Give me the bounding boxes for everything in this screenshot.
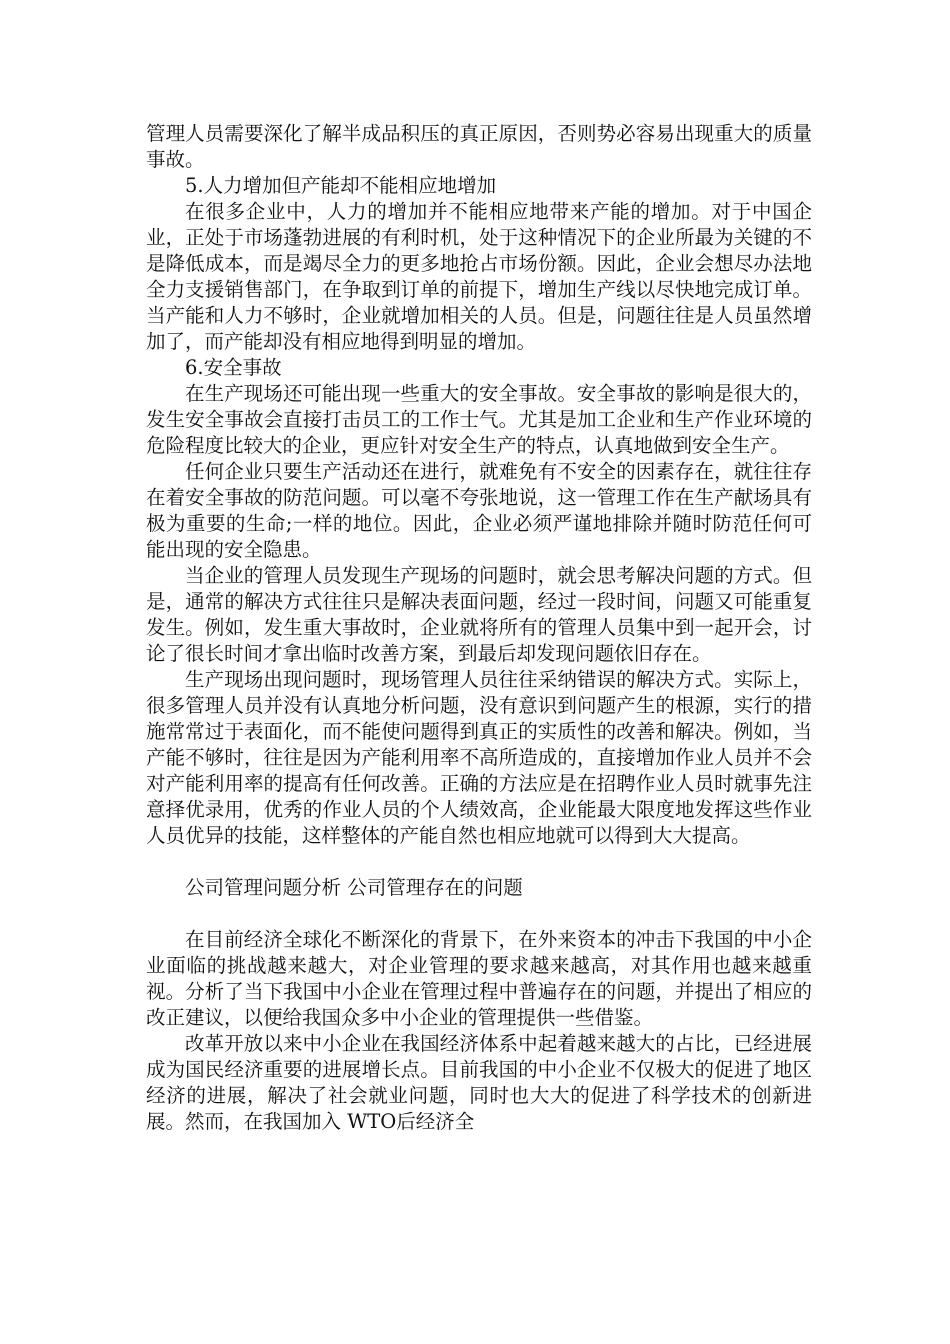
document-page (146, 121, 812, 1135)
paragraph: 在很多企业中，人力的增加并不能相应地带来产能的增加。对于中国企业，正处于市场蓬勃进展的有利时机，处于这种情况下的企业所最为关键的不是降低成本，而是竭尽全力的更多地抢占市场份额。因此，企业会想尽办法地全力支援销售部门，在争取到订单的前提下，增加生产线以尽快地完成订单。当产能和人力不够时，企业就增加相关的人员。但是，问题往往是人员虽然增加了，而产能却没有相应地得到明显的增加。 (146, 200, 812, 353)
paragraph: 在目前经济全球化不断深化的背景下，在外来资本的冲击下我国的中小企业面临的挑战越来越大，对企业管理的要求越来越高，对其作用也越来越重视。分析了当下我国中小企业在管理过程中普遍存在的问题，并提出了相应的改正建议，以便给我国众多中小企业的管理提供一些借鉴。 (146, 928, 812, 1029)
section-heading-6: 6.安全事故 (185, 356, 282, 379)
paragraph: 任何企业只要生产活动还在进行，就难免有不安全的因素存在，就往往存在着安全事故的防范问题。可以毫不夸张地说，这一管理工作在生产献场具有极为重要的生命;一样的地位。因此，企业必须严谨地排除并随时防范任何可能出现的安全隐患。 (146, 460, 812, 561)
paragraph-continuation: 管理人员需要深化了解半成品积压的真正原因，否则势必容易出现重大的质量事故。 (146, 122, 812, 171)
paragraph: 在生产现场还可能出现一些重大的安全事故。安全事故的影响是很大的，发生安全事故会直接打击员工的工作士气。尤其是加工企业和生产作业环境的危险程度比较大的企业，更应针对安全生产的特点，认真地做到安全生产。 (146, 382, 812, 457)
paragraph: 生产现场出现问题时，现场管理人员往往采纳错误的解决方式。实际上，很多管理人员并没有认真地分析问题，没有意识到问题产生的根源，实行的措施常常过于表面化，而不能使问题得到真正的实质性的改善和解决。例如，当产能不够时，往往是因为产能利用率不高所造成的，直接增加作业人员并不会对产能利用率的提高有任何改善。正确的方法应是在招聘作业人员时就事先注意择优录用，优秀的作业人员的个人绩效高，企业能最大限度地发挥这些作业人员优异的技能，这样整体的产能自然也相应地就可以得到大大提高。 (146, 668, 812, 847)
section-heading-5: 5.人力增加但产能却不能相应地增加 (185, 174, 497, 197)
paragraph: 改革开放以来中小企业在我国经济体系中起着越来越大的占比，已经进展成为国民经济重要的进展增长点。目前我国的中小企业不仅极大的促进了地区经济的进展，解决了社会就业问题，同时也大大的促进了科学技术的创新进展。然而，在我国加入 WTO后经济全 (146, 1032, 812, 1133)
paragraph: 当企业的管理人员发现生产现场的问题时，就会思考解决问题的方式。但是，通常的解决方式往往只是解决表面问题，经过一段时间，问题又可能重复发生。例如，发生重大事故时，企业就将所有的管理人员集中到一起开会，讨论了很长时间才拿出临时改善方案，到最后却发现问题依旧存在。 (146, 564, 812, 665)
article-title: 公司管理问题分析 公司管理存在的问题 (185, 876, 523, 899)
